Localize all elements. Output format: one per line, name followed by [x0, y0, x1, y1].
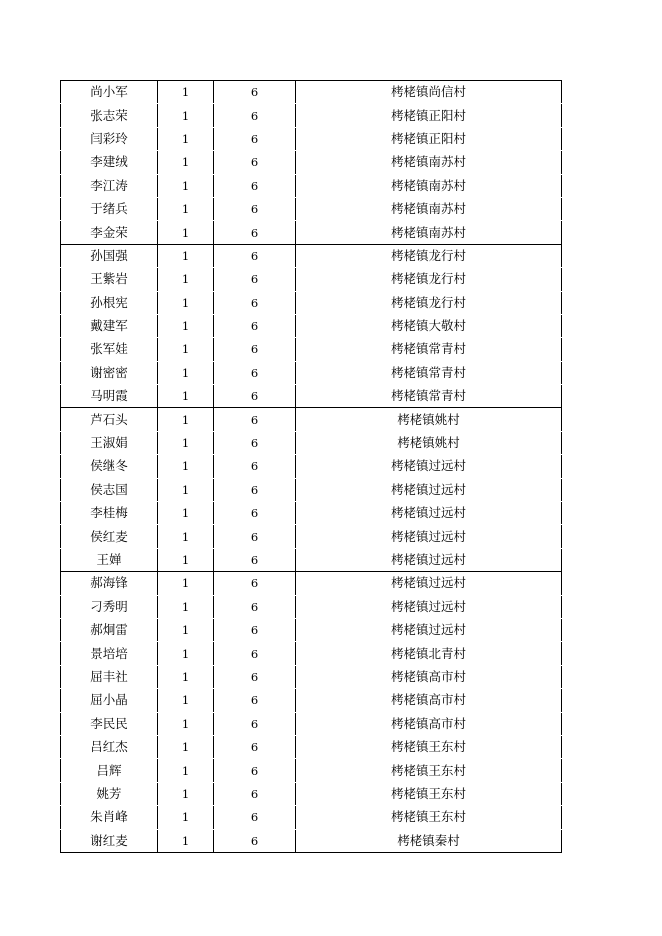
table-row — [61, 174, 562, 197]
table-row — [61, 408, 562, 431]
count-cell[interactable]: 1 — [158, 81, 214, 104]
number-cell[interactable]: 6 — [214, 244, 296, 267]
number-cell[interactable]: 6 — [214, 361, 296, 384]
name-cell[interactable]: 尚小军 — [61, 81, 158, 104]
name-cell[interactable]: 吕辉 — [61, 759, 158, 782]
table-row — [61, 338, 562, 361]
address-cell[interactable]: 栲栳镇大敬村 — [296, 314, 562, 337]
number-cell[interactable]: 6 — [214, 618, 296, 641]
number-cell[interactable]: 6 — [214, 689, 296, 712]
table-row — [61, 689, 562, 712]
address-cell[interactable]: 栲栳镇高市村 — [296, 712, 562, 735]
address-cell[interactable]: 栲栳镇过远村 — [296, 618, 562, 641]
name-cell[interactable]: 王淑娟 — [61, 431, 158, 454]
count-cell[interactable]: 1 — [158, 104, 214, 127]
address-cell[interactable]: 栲栳镇正阳村 — [296, 104, 562, 127]
table-row — [61, 572, 562, 595]
name-cell[interactable]: 戴建军 — [61, 314, 158, 337]
table-row — [61, 618, 562, 641]
address-cell[interactable]: 栲栳镇王东村 — [296, 735, 562, 758]
number-cell[interactable]: 6 — [214, 782, 296, 805]
name-cell[interactable]: 李江涛 — [61, 174, 158, 197]
table-row — [61, 782, 562, 805]
name-cell[interactable]: 谢红麦 — [61, 829, 158, 852]
name-cell[interactable]: 张志荣 — [61, 104, 158, 127]
table-row — [61, 548, 562, 571]
table-row — [61, 81, 562, 104]
number-cell[interactable]: 6 — [214, 197, 296, 220]
number-cell[interactable]: 6 — [214, 829, 296, 852]
count-cell[interactable]: 1 — [158, 689, 214, 712]
name-cell[interactable]: 王婵 — [61, 548, 158, 571]
name-cell[interactable]: 李民民 — [61, 712, 158, 735]
table-row — [61, 665, 562, 688]
table-row — [61, 221, 562, 244]
table-row — [61, 642, 562, 665]
number-cell[interactable]: 6 — [214, 81, 296, 104]
count-cell[interactable]: 1 — [158, 502, 214, 525]
name-cell[interactable]: 郝炯雷 — [61, 618, 158, 641]
count-cell[interactable]: 1 — [158, 642, 214, 665]
name-cell[interactable]: 屈小晶 — [61, 689, 158, 712]
address-cell[interactable]: 栲栳镇高市村 — [296, 689, 562, 712]
count-cell[interactable]: 1 — [158, 314, 214, 337]
table-row — [61, 712, 562, 735]
number-cell[interactable]: 6 — [214, 455, 296, 478]
count-cell[interactable]: 1 — [158, 712, 214, 735]
count-cell[interactable]: 1 — [158, 735, 214, 758]
name-cell[interactable]: 郝海锋 — [61, 572, 158, 595]
table-row — [61, 151, 562, 174]
address-cell[interactable]: 栲栳镇过远村 — [296, 455, 562, 478]
count-cell[interactable]: 1 — [158, 151, 214, 174]
table-row — [61, 735, 562, 758]
name-cell[interactable]: 马明霞 — [61, 385, 158, 408]
table-row — [61, 829, 562, 852]
name-cell[interactable]: 于绪兵 — [61, 197, 158, 220]
table-row — [61, 268, 562, 291]
name-cell[interactable]: 刁秀明 — [61, 595, 158, 618]
address-cell[interactable]: 栲栳镇过远村 — [296, 478, 562, 501]
table-row — [61, 455, 562, 478]
count-cell[interactable]: 1 — [158, 478, 214, 501]
number-cell[interactable]: 6 — [214, 572, 296, 595]
address-cell[interactable]: 栲栳镇王东村 — [296, 759, 562, 782]
count-cell[interactable]: 1 — [158, 174, 214, 197]
name-cell[interactable]: 李建绒 — [61, 151, 158, 174]
address-cell[interactable]: 栲栳镇秦村 — [296, 829, 562, 852]
count-cell[interactable]: 1 — [158, 127, 214, 150]
table-row — [61, 759, 562, 782]
name-cell[interactable]: 孙国强 — [61, 244, 158, 267]
table-row — [61, 361, 562, 384]
count-cell[interactable]: 1 — [158, 806, 214, 829]
number-cell[interactable]: 6 — [214, 642, 296, 665]
address-cell[interactable]: 栲栳镇过远村 — [296, 595, 562, 618]
number-cell[interactable]: 6 — [214, 759, 296, 782]
count-cell[interactable]: 1 — [158, 548, 214, 571]
address-cell[interactable]: 栲栳镇龙行村 — [296, 244, 562, 267]
number-cell[interactable]: 6 — [214, 338, 296, 361]
address-cell[interactable]: 栲栳镇正阳村 — [296, 127, 562, 150]
number-cell[interactable]: 6 — [214, 268, 296, 291]
table-row — [61, 385, 562, 408]
table-row — [61, 806, 562, 829]
name-cell[interactable]: 张军娃 — [61, 338, 158, 361]
address-cell[interactable]: 栲栳镇北青村 — [296, 642, 562, 665]
address-cell[interactable]: 栲栳镇常青村 — [296, 338, 562, 361]
address-cell[interactable]: 栲栳镇姚村 — [296, 408, 562, 431]
address-cell[interactable]: 栲栳镇常青村 — [296, 361, 562, 384]
name-cell[interactable]: 侯继冬 — [61, 455, 158, 478]
count-cell[interactable]: 1 — [158, 338, 214, 361]
address-cell[interactable]: 栲栳镇王东村 — [296, 806, 562, 829]
count-cell[interactable]: 1 — [158, 759, 214, 782]
table-row — [61, 595, 562, 618]
count-cell[interactable]: 1 — [158, 244, 214, 267]
count-cell[interactable]: 1 — [158, 291, 214, 314]
name-cell[interactable]: 景培培 — [61, 642, 158, 665]
number-cell[interactable]: 6 — [214, 151, 296, 174]
address-cell[interactable]: 栲栳镇龙行村 — [296, 291, 562, 314]
name-cell[interactable]: 姚芳 — [61, 782, 158, 805]
table-row — [61, 127, 562, 150]
number-cell[interactable]: 6 — [214, 548, 296, 571]
count-cell[interactable]: 1 — [158, 665, 214, 688]
name-cell[interactable]: 李桂梅 — [61, 502, 158, 525]
address-cell[interactable]: 栲栳镇常青村 — [296, 385, 562, 408]
spreadsheet-table — [60, 80, 561, 853]
name-cell[interactable]: 屈丰社 — [61, 665, 158, 688]
name-cell[interactable]: 吕红杰 — [61, 735, 158, 758]
count-cell[interactable]: 1 — [158, 455, 214, 478]
address-cell[interactable]: 栲栳镇姚村 — [296, 431, 562, 454]
number-cell[interactable]: 6 — [214, 806, 296, 829]
address-cell[interactable]: 栲栳镇王东村 — [296, 782, 562, 805]
count-cell[interactable]: 1 — [158, 385, 214, 408]
number-cell[interactable]: 6 — [214, 712, 296, 735]
number-cell[interactable]: 6 — [214, 478, 296, 501]
table-row — [61, 244, 562, 267]
name-cell[interactable]: 侯红麦 — [61, 525, 158, 548]
name-cell[interactable]: 李金荣 — [61, 221, 158, 244]
number-cell[interactable]: 6 — [214, 174, 296, 197]
count-cell[interactable]: 1 — [158, 829, 214, 852]
address-cell[interactable]: 栲栳镇过远村 — [296, 502, 562, 525]
number-cell[interactable]: 6 — [214, 735, 296, 758]
name-cell[interactable]: 朱肖峰 — [61, 806, 158, 829]
address-cell[interactable]: 栲栳镇高市村 — [296, 665, 562, 688]
number-cell[interactable]: 6 — [214, 595, 296, 618]
count-cell[interactable]: 1 — [158, 268, 214, 291]
count-cell[interactable]: 1 — [158, 572, 214, 595]
number-cell[interactable]: 6 — [214, 104, 296, 127]
table-row — [61, 502, 562, 525]
address-cell[interactable]: 栲栳镇过远村 — [296, 548, 562, 571]
number-cell[interactable]: 6 — [214, 385, 296, 408]
table-row — [61, 478, 562, 501]
table-body — [61, 81, 562, 853]
number-cell[interactable]: 6 — [214, 525, 296, 548]
number-cell[interactable]: 6 — [214, 127, 296, 150]
table-row — [61, 314, 562, 337]
number-cell[interactable]: 6 — [214, 291, 296, 314]
name-cell[interactable]: 孙根宪 — [61, 291, 158, 314]
address-cell[interactable]: 栲栳镇龙行村 — [296, 268, 562, 291]
table-row — [61, 104, 562, 127]
table-row — [61, 431, 562, 454]
table-row — [61, 525, 562, 548]
name-cell[interactable]: 芦石头 — [61, 408, 158, 431]
address-cell[interactable]: 栲栳镇南苏村 — [296, 221, 562, 244]
table-row — [61, 197, 562, 220]
address-cell[interactable]: 栲栳镇南苏村 — [296, 151, 562, 174]
name-cell[interactable]: 谢密密 — [61, 361, 158, 384]
address-cell[interactable]: 栲栳镇过远村 — [296, 525, 562, 548]
number-cell[interactable]: 6 — [214, 314, 296, 337]
address-cell[interactable]: 栲栳镇南苏村 — [296, 174, 562, 197]
table-row — [61, 291, 562, 314]
count-cell[interactable]: 1 — [158, 408, 214, 431]
count-cell[interactable]: 1 — [158, 431, 214, 454]
count-cell[interactable]: 1 — [158, 221, 214, 244]
number-cell[interactable]: 6 — [214, 408, 296, 431]
address-cell[interactable]: 栲栳镇过远村 — [296, 572, 562, 595]
data-table — [60, 80, 562, 853]
number-cell[interactable]: 6 — [214, 431, 296, 454]
number-cell[interactable]: 6 — [214, 221, 296, 244]
count-cell[interactable]: 1 — [158, 525, 214, 548]
count-cell[interactable]: 1 — [158, 595, 214, 618]
count-cell[interactable]: 1 — [158, 618, 214, 641]
count-cell[interactable]: 1 — [158, 197, 214, 220]
name-cell[interactable]: 侯志国 — [61, 478, 158, 501]
count-cell[interactable]: 1 — [158, 361, 214, 384]
address-cell[interactable]: 栲栳镇尚信村 — [296, 81, 562, 104]
name-cell[interactable]: 王紫岩 — [61, 268, 158, 291]
name-cell[interactable]: 闫彩玲 — [61, 127, 158, 150]
number-cell[interactable]: 6 — [214, 665, 296, 688]
address-cell[interactable]: 栲栳镇南苏村 — [296, 197, 562, 220]
count-cell[interactable]: 1 — [158, 782, 214, 805]
number-cell[interactable]: 6 — [214, 502, 296, 525]
